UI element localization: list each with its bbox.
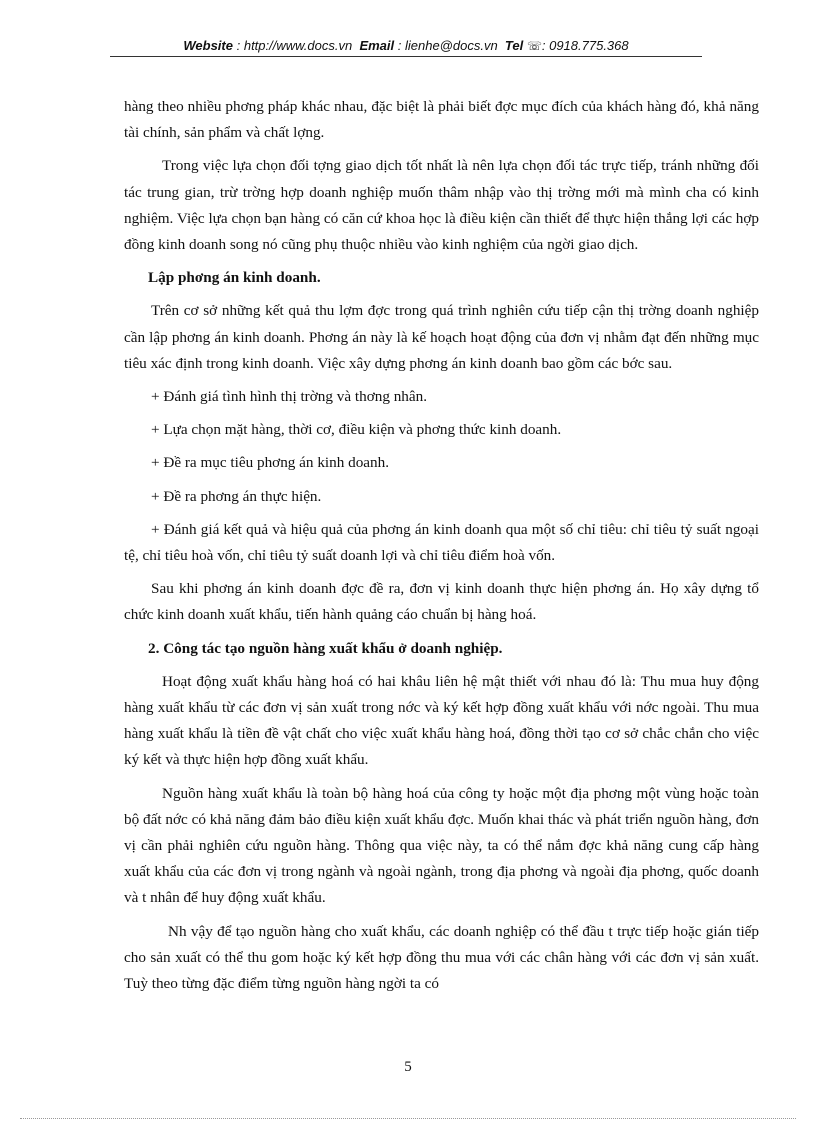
section-heading: Lập phơng án kinh doanh. bbox=[148, 269, 321, 287]
paragraph: Trong việc lựa chọn đối tợng giao dịch tốt nhất là nên lựa chọn đối tác trực tiếp, tránh những đối tác trung gian, trừ trờng hợp doanh nghiệp muốn thâm nhập vào thị trờng mới mà mình cha có kinh nghiệm. Việc lựa chọn bạn hàng có căn cứ khoa học là điều kiện cần thiết để thực hiện thắng lợi các hợp đồng kinh doanh song nó cũng phụ thuộc nhiều vào kinh nghiệm của ngời giao dịch. bbox=[124, 157, 759, 254]
tel-label: Tel bbox=[504, 38, 524, 53]
paragraph: Sau khi phơng án kinh doanh đợc đề ra, đơn vị kinh doanh thực hiện phơng án. Họ xây dựng tổ chức kinh doanh xuất khẩu, tiến hành quảng cáo chuẩn bị hàng hoá. bbox=[124, 580, 759, 624]
list-item: + Đề ra phơng án thực hiện. bbox=[151, 487, 322, 505]
document-body bbox=[124, 94, 759, 1004]
section-heading: 2. Công tác tạo nguồn hàng xuất khẩu ở doanh nghiệp. bbox=[148, 639, 503, 657]
paragraph: Nguồn hàng xuất khẩu là toàn bộ hàng hoá của công ty hoặc một địa phơng một vùng hoặc toàn bộ đất nớc có khả năng đảm bảo điều kiện xuất khẩu đợc. Muốn khai thác và phát triển nguồn hàng, đơn vị cần phải nghiên cứu nguồn hàng. Thông qua việc này, ta có thể nắm đợc khả năng cung cấp hàng xuất khẩu của các đơn vị trong ngành và ngoài ngành, trong địa phơng và ngoài địa phơng, quốc doanh và t nhân để huy động xuất khẩu. bbox=[124, 784, 759, 907]
page-number: 5 bbox=[404, 1059, 412, 1075]
list-item: + Đánh giá kết quả và hiệu quả của phơng án kinh doanh qua một số chỉ tiêu: chỉ tiêu tỷ suất ngoại tệ, chỉ tiêu hoà vốn, chỉ tiêu tỷ suất doanh lợi và chỉ tiêu điểm hoà vốn. bbox=[124, 520, 759, 565]
tel-number: : 0918.775.368 bbox=[541, 38, 629, 53]
paragraph: hàng theo nhiều phơng pháp khác nhau, đặc biệt là phải biết đợc mục đích của khách hàng đó, khả năng tài chính, sản phẩm và chất lợng. bbox=[124, 98, 759, 142]
phone-icon: ☏ bbox=[526, 39, 542, 53]
paragraph: Hoạt động xuất khẩu hàng hoá có hai khâu liên hệ mật thiết với nhau đó là: Thu mua huy động hàng xuất khẩu từ các đơn vị sản xuất trong nớc và ký kết hợp đồng xuất khẩu với nớc ngoài. Thu mua hàng xuất khẩu là tiền đề vật chất cho việc xuất khẩu hàng hoá, đồng thời tạo cơ sở chắc chắn cho việc ký kết và thực hiện hợp đồng xuất khẩu. bbox=[124, 672, 759, 769]
page-header bbox=[110, 38, 702, 57]
email-label: Email bbox=[359, 38, 395, 53]
list-item: + Đánh giá tình hình thị trờng và thơng nhân. bbox=[151, 388, 428, 406]
footer-divider bbox=[20, 1118, 796, 1119]
paragraph: Nh vậy để tạo nguồn hàng cho xuất khẩu, các doanh nghiệp có thể đầu t trực tiếp hoặc gián tiếp cho sản xuất có thể thu gom hoặc ký kết hợp đồng thu mua với các chân hàng với các đơn vị sản xuất. Tuỳ theo từng đặc điểm từng nguồn hàng ngời ta có bbox=[124, 922, 759, 993]
list-item: + Đề ra mục tiêu phơng án kinh doanh. bbox=[151, 454, 390, 472]
website-label: Website bbox=[183, 38, 233, 53]
email-address: : lienhe@docs.vn bbox=[397, 38, 498, 53]
list-item: + Lựa chọn mặt hàng, thời cơ, điều kiện và phơng thức kinh doanh. bbox=[151, 421, 562, 439]
website-url: : http://www.docs.vn bbox=[236, 38, 353, 53]
paragraph: Trên cơ sở những kết quả thu lợm đợc trong quá trình nghiên cứu tiếp cận thị trờng doanh nghiệp cần lập phơng án kinh doanh. Phơng án này là kế hoạch hoạt động của đơn vị nhằm đạt đến những mục tiêu xác định trong kinh doanh. Việc xây dựng phơng án kinh doanh bao gồm các bớc sau. bbox=[124, 302, 759, 372]
